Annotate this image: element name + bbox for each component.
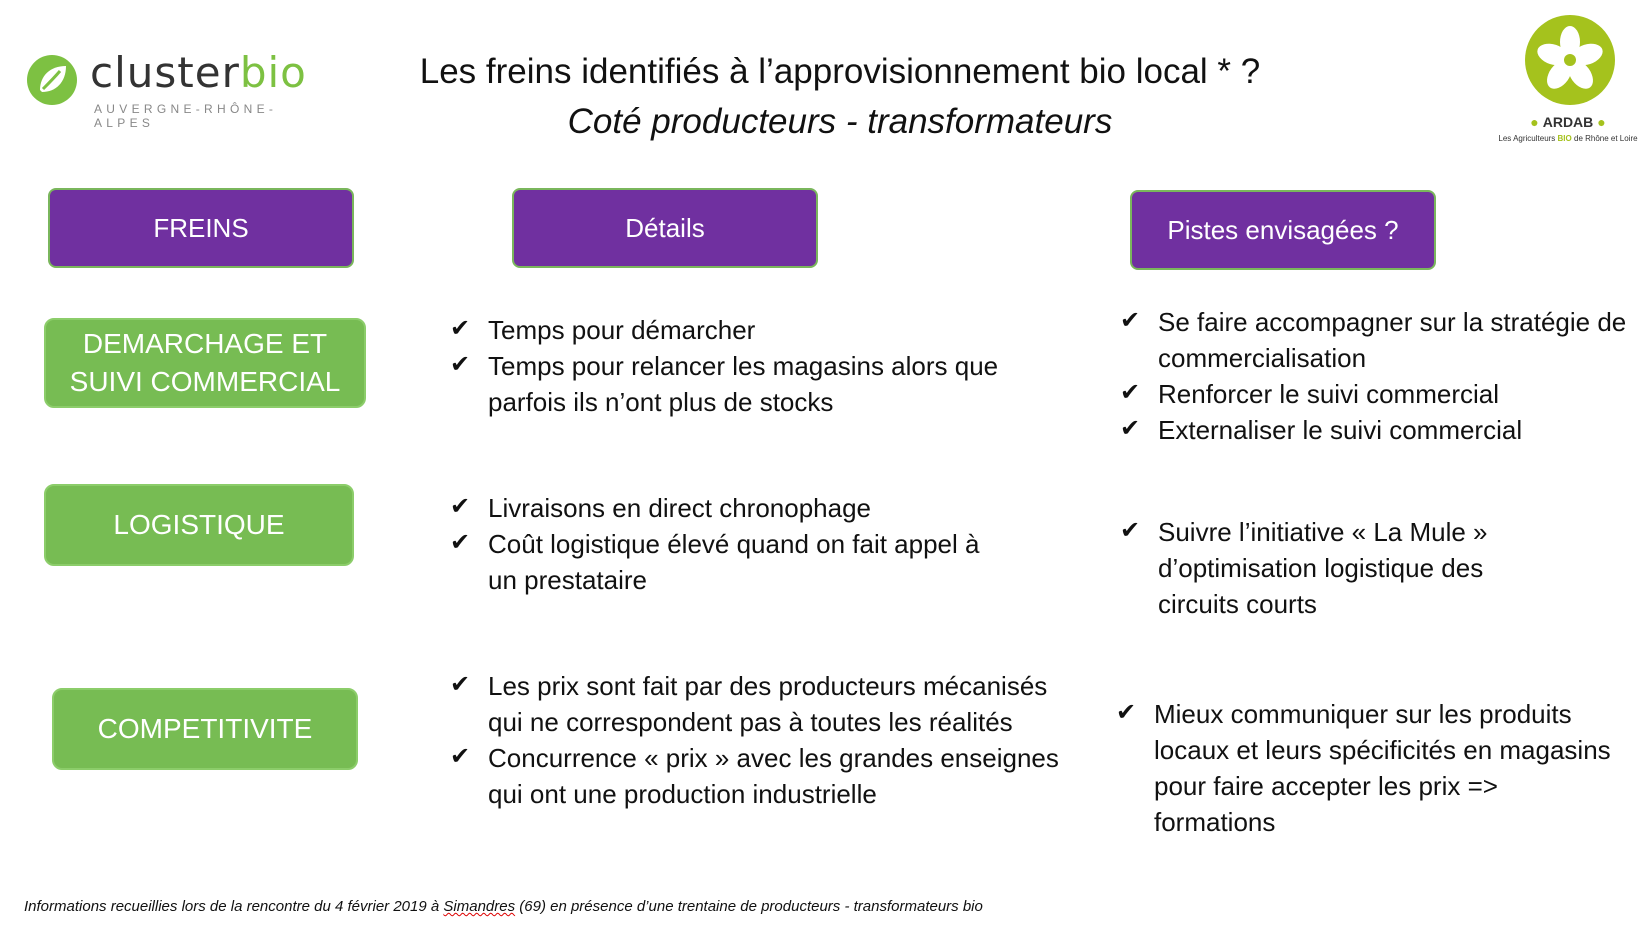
list-item: ✔ Se faire accompagner sur la stratégie de commercialisation bbox=[1120, 304, 1640, 376]
list-item: ✔ Renforcer le suivi commercial bbox=[1120, 376, 1640, 412]
details-list-demarchage bbox=[450, 312, 1010, 420]
header-details: Détails bbox=[512, 188, 818, 268]
page-title: Les freins identifiés à l’approvisionnement bio local * ? bbox=[419, 52, 1261, 91]
clusterbio-logo bbox=[24, 48, 314, 130]
list-item: ✔ Livraisons en direct chronophage bbox=[450, 490, 990, 526]
list-item: ✔ Suivre l’initiative « La Mule » d’optimisation logistique des circuits courts bbox=[1120, 514, 1540, 622]
details-list-competitivite bbox=[450, 668, 1070, 812]
ardab-name: ● ARDAB ● bbox=[1530, 114, 1606, 130]
list-item: ✔ Mieux communiquer sur les produits locaux et leurs spécificités en magasins pour faire accepter les prix => formations bbox=[1116, 696, 1616, 840]
category-demarchage: DEMARCHAGE ET SUIVI COMMERCIAL bbox=[44, 318, 366, 408]
list-item: ✔ Temps pour relancer les magasins alors que parfois ils n’ont plus de stocks bbox=[450, 348, 1010, 420]
list-item: ✔ Les prix sont fait par des producteurs mécanisés qui ne correspondent pas à toutes les réalités bbox=[450, 668, 1070, 740]
leaf-icon bbox=[26, 54, 78, 106]
ardab-logo bbox=[1488, 14, 1648, 154]
ardab-tagline: Les Agriculteurs BIO de Rhône et Loire bbox=[1498, 134, 1638, 143]
clusterbio-tagline: AUVERGNE-RHÔNE-ALPES bbox=[94, 102, 278, 130]
clusterbio-wordmark: clusterbio bbox=[90, 48, 307, 97]
flower-icon bbox=[1524, 14, 1616, 106]
details-list-logistique bbox=[450, 490, 990, 598]
pistes-list-logistique bbox=[1120, 514, 1540, 622]
list-item: ✔ Externaliser le suivi commercial bbox=[1120, 412, 1640, 448]
header-freins: FREINS bbox=[48, 188, 354, 268]
footnote: Informations recueillies lors de la rencontre du 4 février 2019 à Simandres (69) en présence d’une trentaine de producteurs - transformateurs bio bbox=[24, 898, 983, 915]
list-item: ✔ Concurrence « prix » avec les grandes enseignes qui ont une production industrielle bbox=[450, 740, 1070, 812]
page-subtitle: Coté producteurs - transformateurs bbox=[567, 102, 1113, 141]
list-item: ✔ Temps pour démarcher bbox=[450, 312, 1010, 348]
header-pistes: Pistes envisagées ? bbox=[1130, 190, 1436, 270]
category-competitivite: COMPETITIVITE bbox=[52, 688, 358, 770]
pistes-list-demarchage bbox=[1120, 304, 1640, 448]
list-item: ✔ Coût logistique élevé quand on fait appel à un prestataire bbox=[450, 526, 990, 598]
category-logistique: LOGISTIQUE bbox=[44, 484, 354, 566]
pistes-list-competitivite bbox=[1116, 696, 1616, 840]
